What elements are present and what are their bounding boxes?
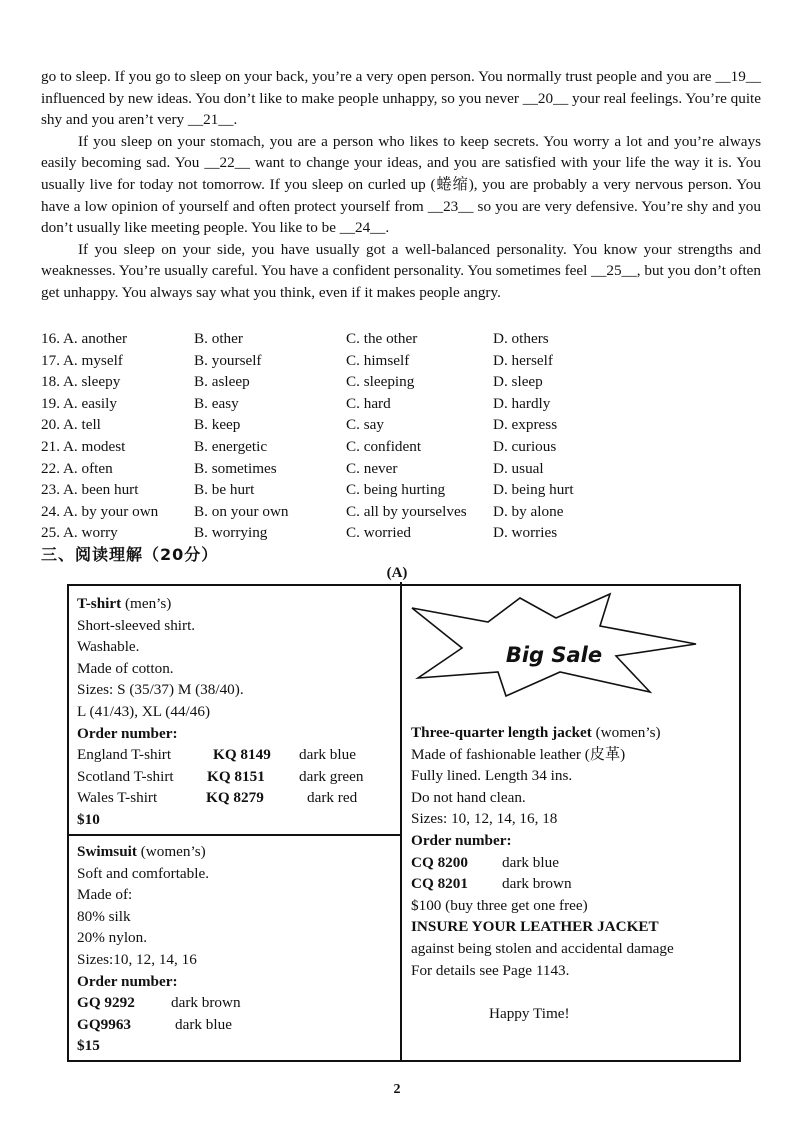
passage-paragraph-1: go to sleep. If you go to sleep on your back, you’re a very open person. You normally trust people and you are __19__ influenced by new ideas. You don’t like to make people unhappy, so you never __20__ your real feelings. You’re quite shy and you aren’t very __21__. bbox=[41, 68, 761, 129]
tshirt-ad: T-shirt (men’s) Short-sleeved shirt. Washable. Made of cotton. Sizes: S (35/37) M (38/40). L (41/43), XL (44/46) Order number: England T-shirt KQ 8149 dark blue Scotland T-shirt KQ 8151 dark green Wales T-shirt KQ 8279 dark red $10 bbox=[77, 593, 395, 831]
passage-paragraph-3: If you sleep on your side, you have usually got a well-balanced personality. You know your strengths and weaknesses. You’re usually careful. You have a confident personality. You sometimes feel __25__, but you don’t often get unhappy. You always say what you think, even if it makes people angry. bbox=[41, 240, 761, 301]
big-sale-text: Big Sale bbox=[505, 643, 603, 667]
answer-options bbox=[41, 328, 761, 544]
swimsuit-price: $15 bbox=[77, 1037, 100, 1055]
jacket-title: Three-quarter length jacket bbox=[411, 724, 592, 741]
option-row-25: 25. A. worry B. worrying C. worried D. worries bbox=[41, 524, 558, 542]
order-row: England T-shirt KQ 8149 dark blue bbox=[77, 746, 356, 764]
big-sale-burst bbox=[410, 592, 700, 698]
tshirt-order-label: Order number: bbox=[77, 724, 178, 742]
passage-paragraph-2: If you sleep on your stomach, you are a person who likes to keep secrets. You worry a lot and you’re always easily becoming sad. You __22__ want to change your ideas, and you are satisfied with your life the way it is. You usually live for today not tomorrow. If you sleep on curled up (蜷缩), you are probably a very nervous person. You have a low opinion of yourself and often protect yourself from __23__ so you are very defensive. You’re shy and you don’t usually like meeting people. You like to be __24__. bbox=[41, 132, 761, 237]
blank-21: __21__ bbox=[187, 111, 234, 129]
swimsuit-order-label: Order number: bbox=[77, 972, 178, 990]
blank-20: __20__ bbox=[522, 89, 569, 107]
blank-23: __23__ bbox=[427, 197, 474, 215]
option-row-16: 16. A. another B. other C. the other D. others bbox=[41, 330, 549, 347]
tshirt-title: T-shirt bbox=[77, 595, 122, 612]
option-row-20: 20. A. tell B. keep C. say D. express bbox=[41, 416, 558, 434]
happy-time-text: Happy Time! bbox=[489, 1004, 570, 1022]
order-row: CQ 8200 dark blue bbox=[411, 853, 559, 871]
horizontal-divider bbox=[67, 834, 402, 836]
swimsuit-ad: Swimsuit (women’s) Soft and comfortable. Made of: 80% silk 20% nylon. Sizes:10, 12, 14, 16 Order number: GQ 9292 dark brown GQ9963 dark blue $15 bbox=[77, 841, 395, 1057]
order-row: Scotland T-shirt KQ 8151 dark green bbox=[77, 767, 364, 785]
order-row: GQ 9292 dark brown bbox=[77, 994, 241, 1012]
swimsuit-title: Swimsuit bbox=[77, 843, 137, 860]
insure-heading: INSURE YOUR LEATHER JACKET bbox=[411, 918, 659, 936]
jacket-ad: Three-quarter length jacket (women’s) Made of fashionable leather (皮革) Fully lined. Length 34 ins. Do not hand clean. Sizes: 10, 12, 14, 16, 18 Order number: CQ 8200 dark blue CQ 8201 dark brown $100 (buy three get one free) INSURE YOUR LEATHER JACKET against being stolen and accidental damage For details see Page 1143. Happy Time! bbox=[411, 722, 736, 1024]
page-number: 2 bbox=[393, 1082, 401, 1097]
option-row-17: 17. A. myself B. yourself C. himself D. herself bbox=[41, 351, 553, 369]
option-row-19: 19. A. easily B. easy C. hard D. hardly bbox=[41, 394, 551, 412]
blank-25: __25__ bbox=[591, 262, 637, 280]
blank-24: __24__ bbox=[339, 219, 386, 237]
order-row: Wales T-shirt KQ 8279 dark red bbox=[77, 789, 358, 807]
option-row-24: 24. A. by your own B. on your own C. all by yourselves D. by alone bbox=[41, 502, 564, 520]
option-row-18: 18. A. sleepy B. asleep C. sleeping D. sleep bbox=[41, 373, 543, 391]
tshirt-price: $10 bbox=[77, 810, 100, 828]
jacket-price: $100 (buy three get one free) bbox=[411, 896, 588, 914]
option-row-21: 21. A. modest B. energetic C. confident D. curious bbox=[41, 437, 557, 455]
option-row-23: 23. A. been hurt B. be hurt C. being hurting D. being hurt bbox=[41, 481, 574, 499]
order-row: CQ 8201 dark brown bbox=[411, 875, 572, 893]
reading-label: (A) bbox=[386, 565, 408, 581]
blank-19: __19__ bbox=[715, 68, 761, 85]
vertical-divider bbox=[400, 582, 402, 1062]
section-title: 三、阅读理解（20分） bbox=[41, 545, 219, 564]
option-row-22: 22. A. often B. sometimes C. never D. usual bbox=[41, 459, 544, 477]
order-row: GQ9963 dark blue bbox=[77, 1015, 232, 1033]
blank-22: __22__ bbox=[204, 154, 250, 172]
jacket-order-label: Order number: bbox=[411, 831, 512, 849]
cloze-passage bbox=[41, 66, 761, 304]
